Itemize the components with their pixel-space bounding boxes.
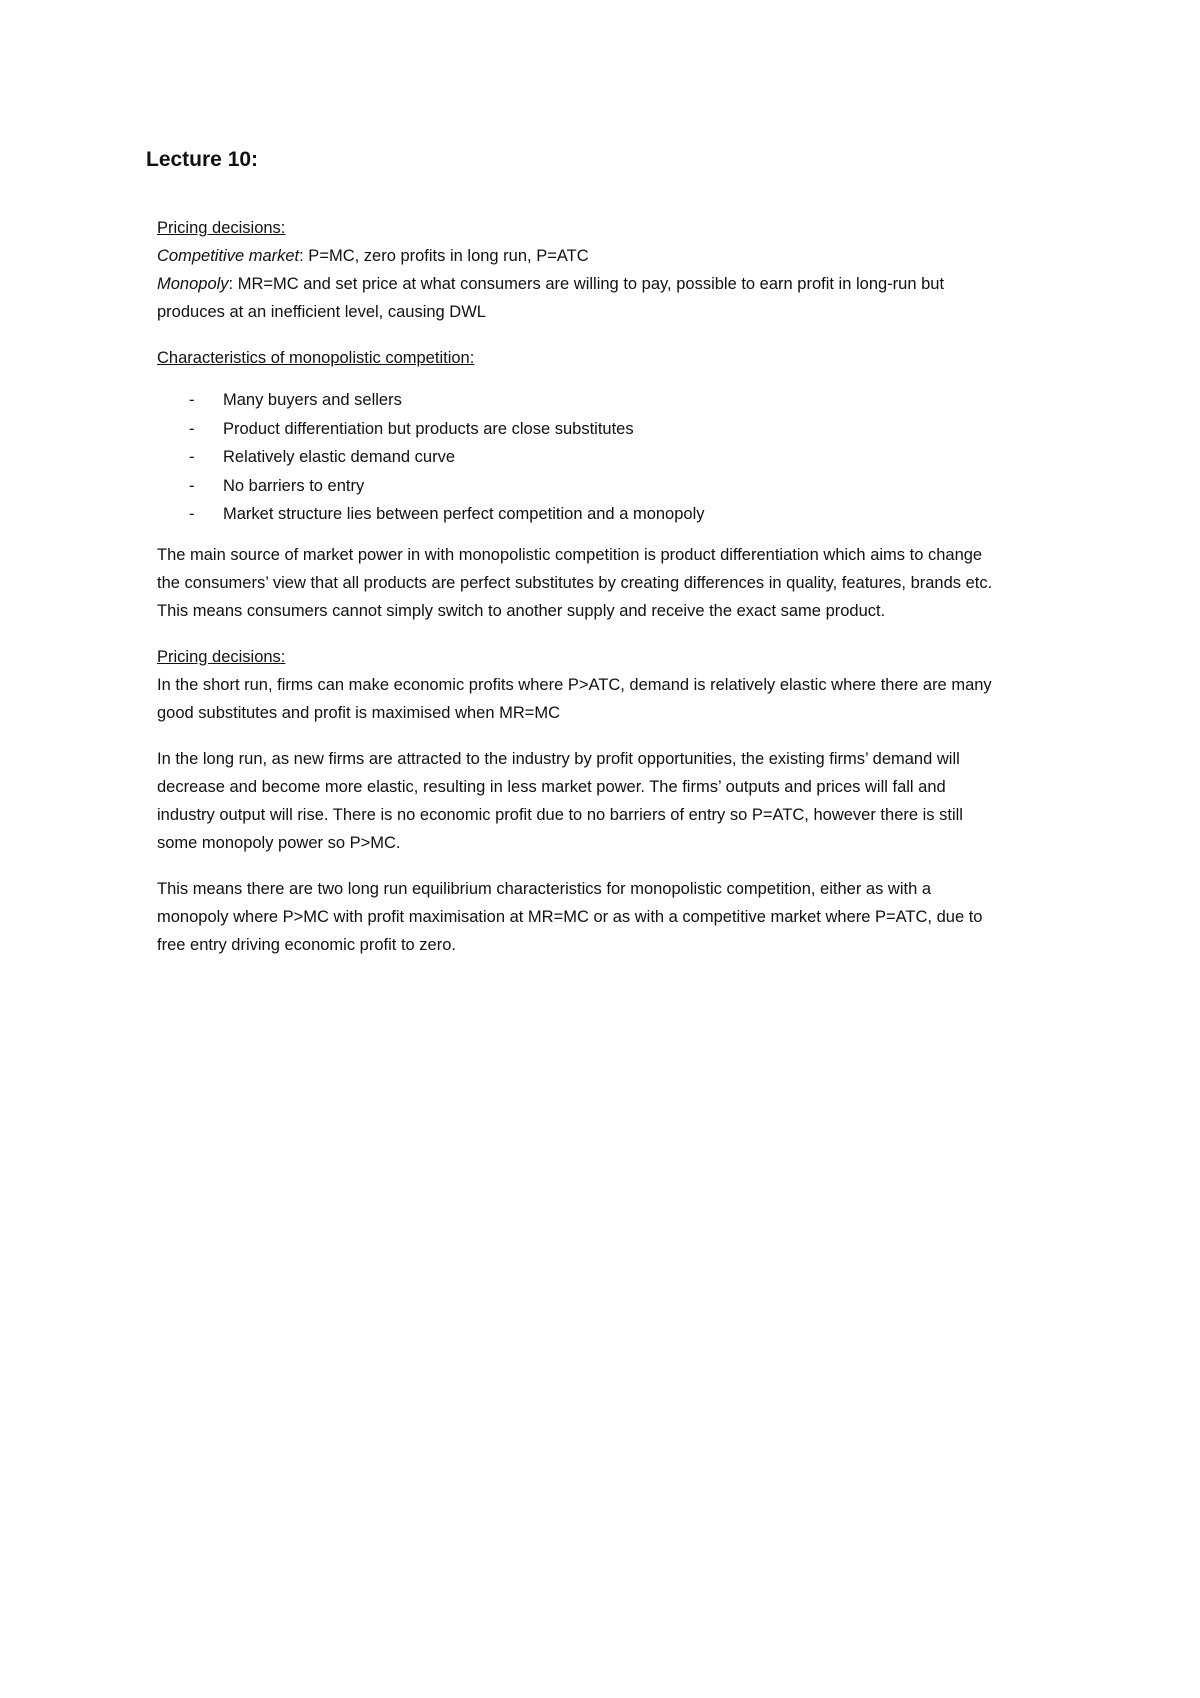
bullet-dash: - xyxy=(189,391,195,409)
list-item xyxy=(157,472,997,501)
page-title: Lecture 10: xyxy=(146,148,259,171)
paragraph-short-run: In the short run, firms can make economic profits where P>ATC, demand is relatively elastic where there are many good substitutes and profit is maximised when MR=MC xyxy=(157,675,992,722)
list-item-text: Product differentiation but products are close substitutes xyxy=(223,419,634,438)
paragraph-market-power: The main source of market power in with monopolistic competition is product differentiation which aims to change the consumers’ view that all products are perfect substitutes by creating differences in quality, features, brands etc. This means consumers cannot simply switch to another supply and receive the exact same product. xyxy=(157,545,993,620)
competitive-market-text: : P=MC, zero profits in long run, P=ATC xyxy=(299,247,589,265)
section-heading-characteristics: Characteristics of monopolistic competition: xyxy=(157,349,475,367)
list-item-text: Many buyers and sellers xyxy=(223,391,402,409)
paragraph-conclusion: This means there are two long run equilibrium characteristics for monopolistic competition, either as with a monopoly where P>MC with profit maximisation at MR=MC or as with a competitive market where P=ATC, due to free entry driving economic profit to zero. xyxy=(157,879,983,954)
bullet-dash: - xyxy=(189,476,195,495)
list-item xyxy=(157,443,997,472)
competitive-market-label: Competitive market xyxy=(157,247,300,265)
section-heading-pricing-decisions: Pricing decisions: xyxy=(157,219,286,237)
list-item-text: No barriers to entry xyxy=(223,476,365,495)
list-item xyxy=(157,500,997,529)
characteristics-list xyxy=(157,386,997,529)
monopoly-line xyxy=(157,270,997,326)
spacer xyxy=(157,326,997,344)
list-item-text: Market structure lies between perfect competition and a monopoly xyxy=(223,505,705,523)
competitive-market-line xyxy=(157,242,997,270)
bullet-dash: - xyxy=(189,419,195,438)
list-item xyxy=(157,415,997,444)
bullet-dash: - xyxy=(189,448,195,466)
monopoly-text: : MR=MC and set price at what consumers are willing to pay, possible to earn profit in long-run but produces at an inefficient level, causing DWL xyxy=(157,275,945,321)
bullet-dash: - xyxy=(189,505,195,523)
list-item-text: Relatively elastic demand curve xyxy=(223,448,456,466)
document-body xyxy=(157,214,997,977)
monopoly-label: Monopoly xyxy=(157,275,229,293)
section-heading-pricing-decisions-2: Pricing decisions: xyxy=(157,647,286,666)
paragraph-long-run: In the long run, as new firms are attracted to the industry by profit opportunities, the existing firms’ demand will decrease and become more elastic, resulting in less market power. The firms’ outputs and prices will fall and industry output will rise. There is no economic profit due to no barriers of entry so P=ATC, however there is still some monopoly power so P>MC. xyxy=(157,749,963,852)
list-item xyxy=(157,386,997,415)
